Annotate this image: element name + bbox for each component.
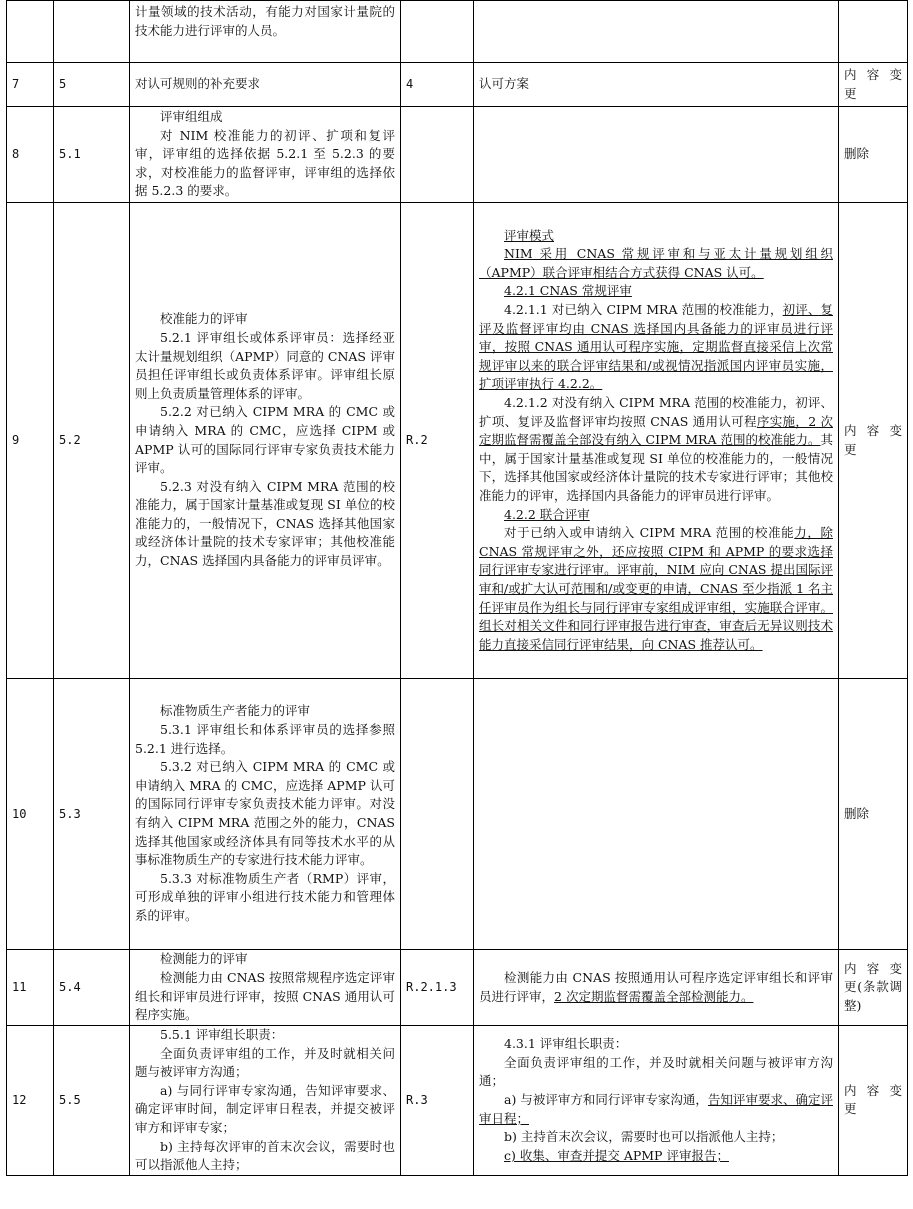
new-clause: R.3 [401,1026,474,1176]
old-clause: 5.5 [54,1026,130,1176]
new-clause: 4 [401,63,474,107]
new-text-changed: 初评、复评及监督评审均由 CNAS 选择国内具备能力的评审员进行评审，按照 CNAS 通用认可程序实施，定期监督直接采信上次常规评审以来的联合评审结果和/或视情况指派国内评审员实施，扩项评审执行 4.2.2。 [479,302,833,392]
old-text: a) 与同行评审专家沟通，告知评审要求、确定评审时间，制定评审日程表，并提交被评审方和评审专家； [135,1082,395,1135]
comparison-table [6,0,908,1176]
new-text: 4.2.1.2 对没有纳入 CIPM MRA 范围的校准能力，初评、扩项、复评及监督评审均按照 CNAS 通用认可程 [479,395,833,429]
new-text: 对于已纳入或申请纳入 CIPM MRA 范围的校准能 [504,525,795,541]
new-clause: R.2.1.3 [401,950,474,1026]
new-text-changed: 序实施，2 次定期监督需覆盖全部没有纳入 CIPM MRA 范围的校准能力。 [479,413,833,448]
old-text: 检测能力由 CNAS 按照常规程序选定评审组长和评审员进行评审，按照 CNAS 通用认可程序实施。 [135,969,395,1023]
old-clause: 5.2 [54,203,130,679]
old-text-heading: 校准能力的评审 [160,311,248,327]
change-note: 内 容 变 更 [839,203,908,679]
table-row [7,63,908,107]
old-text: 对认可规则的补充要求 [135,76,261,92]
old-text: 对 NIM 校准能力的初评、扩项和复评审，评审组的选择依据 5.2.1 至 5.2.3 的要求，对校准能力的监督评审，评审组的选择依据 5.2.3 的要求。 [135,127,395,199]
old-text: 5.2.3 对没有纳入 CIPM MRA 范围的校准能力，属于国家计量基准或复现 SI 单位的校准能力的，一般情况下，CNAS 选择其他国家或经济体计量院的技术专家评审；其他校准能力，CNAS 选择国内具备能力的评审员评审。 [135,478,395,569]
new-text: a) 与被评审方和同行评审专家沟通， [504,1092,708,1108]
row-number: 7 [7,63,54,107]
new-text-changed: 力，除 CNAS 常规评审之外，还应按照 CIPM 和 APMP 的要求选择同行评审专家进行评审。评审前，NIM 应向 CNAS 提出国际评审和/或扩大认可范围和/或变更的申请，CNAS 至少指派 1 名主任评审员作为组长与同行评审专家组成评审组，实施联合评审。组长对相关文件和同行评审报告进行审查，审查后无异议则技术能力直接采信同行评审结果，向 CNAS 推荐认可。 [479,525,833,652]
old-text: 计量领域的技术活动，有能力对国家计量院的技术能力进行评审的人员。 [135,4,395,38]
new-text-heading: 评审模式 [504,227,555,243]
table-row [7,679,908,950]
table-row [7,107,908,203]
new-text-changed: 2 次定期监督需覆盖全部检测能力。 [554,988,754,1004]
row-number: 9 [7,203,54,679]
new-text-heading: 4.3.1 评审组长职责： [504,1036,628,1052]
table-row [7,950,908,1026]
old-clause: 5.1 [54,107,130,203]
new-text-changed: c) 收集、审查并提交 APMP 评审报告； [504,1147,729,1163]
new-text: 检测能力由 CNAS 按照通用认可程序选定评审组长和评审员进行评审， [479,969,833,1004]
old-text-heading: 标准物质生产者能力的评审 [160,703,311,719]
old-text: 全面负责评审组的工作，并及时就相关问题与被评审方沟通； [135,1045,395,1080]
old-text: 5.3.1 评审组长和体系评审员的选择参照 5.2.1 进行选择。 [135,722,395,756]
change-note: 删除 [839,679,908,950]
row-number: 10 [7,679,54,950]
new-text: 其中，属于国家计量基准或复现 SI 单位的校准能力的，一般情况下，选择其他国家或经济体计量院的技术专家进行评审；其他校准能力的评审，选择国内具备能力的评审员进行评审。 [479,432,833,503]
old-text: 5.3.2 对已纳入 CIPM MRA 的 CMC 或申请纳入 MRA 的 CMC，应选择 APMP 认可的国际同行评审专家负责技术能力评审。对没有纳入 CIPM MRA 范围之外的能力，CNAS 选择其他国家或经济体具有同等技术水平的从事标准物质生产的专家进行技术能力评审。 [135,759,395,868]
new-text: 认可方案 [479,76,530,92]
new-text: 4.2.1.1 对已纳入 CIPM MRA 范围的校准能力， [504,302,783,318]
row-number: 11 [7,950,54,1026]
old-clause: 5.4 [54,950,130,1026]
new-clause: R.2 [401,203,474,679]
old-text-heading: 5.5.1 评审组长职责： [160,1027,284,1042]
table-row [7,203,908,679]
old-text: 5.2.1 评审组长或体系评审员：选择经亚太计量规划组织（APMP）同意的 CNAS 评审员担任评审组长或负责体系评审。评审组长原则上负责质量管理体系的评审。 [135,329,395,401]
change-note: 内 容 变 更 [839,1026,908,1176]
table-row [7,1,908,63]
row-number: 12 [7,1026,54,1176]
old-text-heading: 评审组组成 [160,109,223,125]
old-clause: 5 [54,63,130,107]
new-text: 全面负责评审组的工作，并及时就相关问题与被评审方沟通； [479,1054,833,1089]
row-number: 8 [7,107,54,203]
old-text: 5.2.2 对已纳入 CIPM MRA 的 CMC 或申请纳入 MRA 的 CMC，应选择 CIPM 或 APMP 认可的国际同行评审专家负责技术能力评审。 [135,404,395,476]
old-clause: 5.3 [54,679,130,950]
new-text: NIM 采用 CNAS 常规评审和与亚太计量规划组织（APMP）联合评审相结合方式获得 CNAS 认可。 [479,246,833,280]
new-text: b) 主持首末次会议，需要时也可以指派他人主持； [504,1129,784,1145]
change-note: 删除 [839,107,908,203]
change-note: 内 容 变 更 [839,63,908,107]
new-text-changed: 告知评审要求、确定评审日程； [479,1092,833,1126]
table-row [7,1026,908,1176]
old-text: 5.3.3 对标准物质生产者（RMP）评审，可形成单独的评审小组进行技术能力和管理体系的评审。 [135,870,395,923]
new-text-subheading: 4.2.1 CNAS 常规评审 [504,283,632,299]
change-note: 内 容 变 更(条款调整) [839,950,908,1026]
new-text-subheading: 4.2.2 联合评审 [504,506,590,522]
old-text-heading: 检测能力的评审 [160,951,248,967]
old-text: b) 主持每次评审的首末次会议，需要时也可以指派他人主持； [135,1138,395,1173]
